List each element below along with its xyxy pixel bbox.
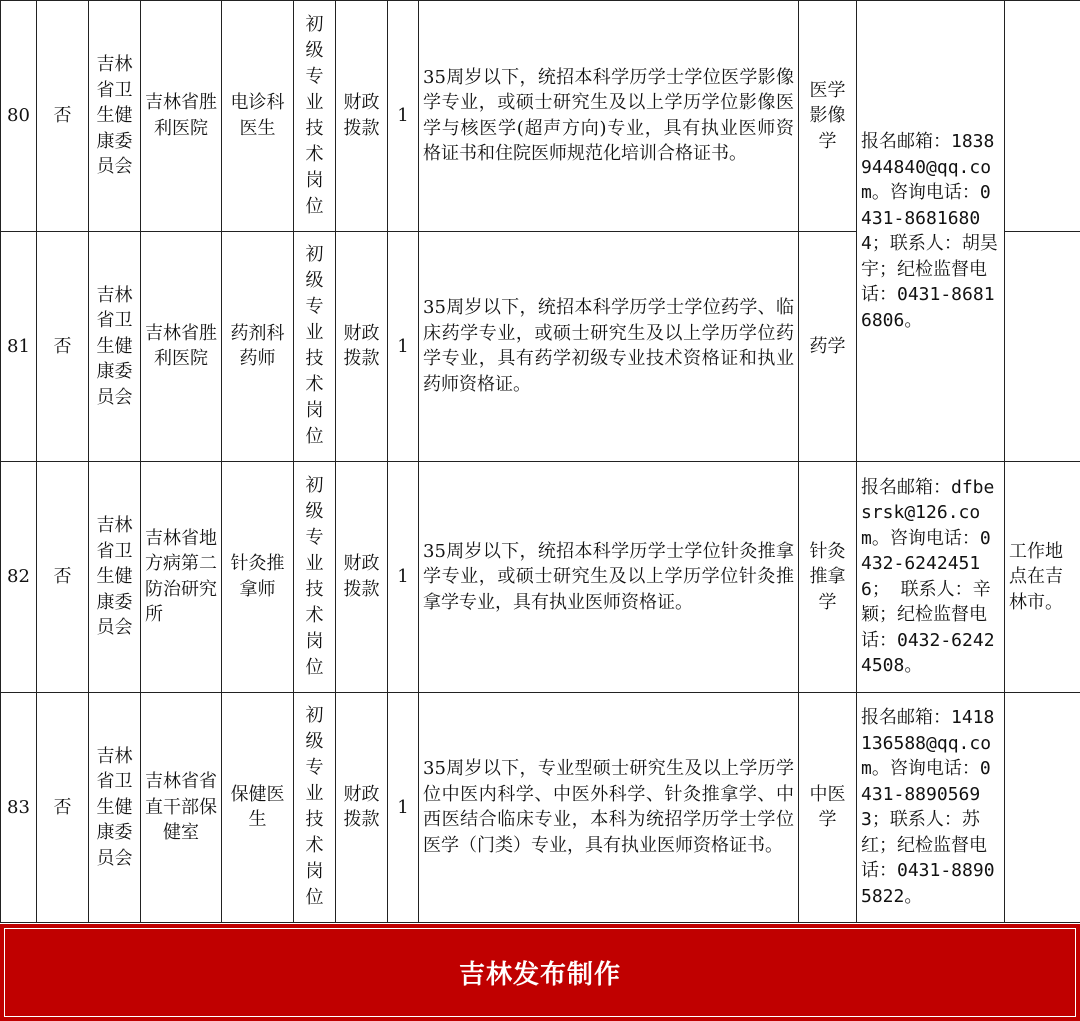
major-cell: 医学影像学 [799,1,857,232]
department-cell: 吉林省卫生健康委员会 [89,462,141,693]
position-cell: 针灸推拿师 [222,462,294,693]
contact-cell: 报名邮箱：dfbesrsk@126.com。咨询电话：0432-62424516； 联系人：辛颖；纪检监督电话：0432-62424508。 [857,462,1005,693]
position-cell: 保健医生 [222,692,294,923]
category-text: 初级专业技术岗位 [305,13,324,217]
unit-cell: 吉林省省直干部保健室 [141,692,222,923]
category-text: 初级专业技术岗位 [305,705,324,909]
note-cell [1005,231,1080,462]
contact-cell-merged: 报名邮箱：1838944840@qq.com。咨询电话：0431-86816804；联系人：胡昊宇；纪检监督电话：0431-86816806。 [857,1,1005,462]
requirement-cell: 35周岁以下，统招本科学历学士学位针灸推拿学专业，或硕士研究生及以上学历学位针灸推拿学专业，具有执业医师资格证。 [419,462,799,693]
table-row [1,462,1080,693]
row-number: 82 [1,462,37,693]
unit-cell: 吉林省胜利医院 [141,231,222,462]
contact-cell: 报名邮箱：1418136588@qq.com。咨询电话：0431-88905693；联系人：苏红；纪检监督电话：0431-88905822。 [857,692,1005,923]
requirement-cell: 35周岁以下，统招本科学历学士学位药学、临床药学专业，或硕士研究生及以上学历学位药学专业，具有药学初级专业技术资格证和执业药师资格证。 [419,231,799,462]
category-cell [294,462,336,693]
category-text: 初级专业技术岗位 [305,474,324,678]
department-cell: 吉林省卫生健康委员会 [89,692,141,923]
category-cell [294,231,336,462]
footer-banner [0,924,1080,1021]
major-cell: 药学 [799,231,857,462]
funding-cell: 财政拨款 [336,462,388,693]
note-cell [1005,1,1080,232]
yes-no-cell: 否 [37,1,89,232]
note-cell: 工作地点在吉林市。 [1005,462,1080,693]
table-row [1,1,1080,232]
row-number: 80 [1,1,37,232]
requirement-cell: 35周岁以下，专业型硕士研究生及以上学历学位中医内科学、中医外科学、针灸推拿学、中西医结合临床专业，本科为统招学历学士学位医学（门类）专业，具有执业医师资格证书。 [419,692,799,923]
count-cell: 1 [388,462,419,693]
position-cell: 药剂科药师 [222,231,294,462]
position-cell: 电诊科医生 [222,1,294,232]
funding-cell: 财政拨款 [336,1,388,232]
count-cell: 1 [388,1,419,232]
category-cell [294,1,336,232]
category-cell [294,692,336,923]
unit-cell: 吉林省地方病第二防治研究所 [141,462,222,693]
major-cell: 针灸推拿学 [799,462,857,693]
category-text: 初级专业技术岗位 [305,244,324,448]
yes-no-cell: 否 [37,462,89,693]
count-cell: 1 [388,231,419,462]
department-cell: 吉林省卫生健康委员会 [89,231,141,462]
footer-text: 吉林发布制作 [458,960,621,990]
unit-cell: 吉林省胜利医院 [141,1,222,232]
funding-cell: 财政拨款 [336,231,388,462]
row-number: 83 [1,692,37,923]
note-cell [1005,692,1080,923]
department-cell: 吉林省卫生健康委员会 [89,1,141,232]
funding-cell: 财政拨款 [336,692,388,923]
count-cell: 1 [388,692,419,923]
yes-no-cell: 否 [37,692,89,923]
major-cell: 中医学 [799,692,857,923]
table-row [1,692,1080,923]
row-number: 81 [1,231,37,462]
requirement-cell: 35周岁以下，统招本科学历学士学位医学影像学专业，或硕士研究生及以上学历学位影像医学与核医学(超声方向)专业，具有执业医师资格证书和住院医师规范化培训合格证书。 [419,1,799,232]
yes-no-cell: 否 [37,231,89,462]
